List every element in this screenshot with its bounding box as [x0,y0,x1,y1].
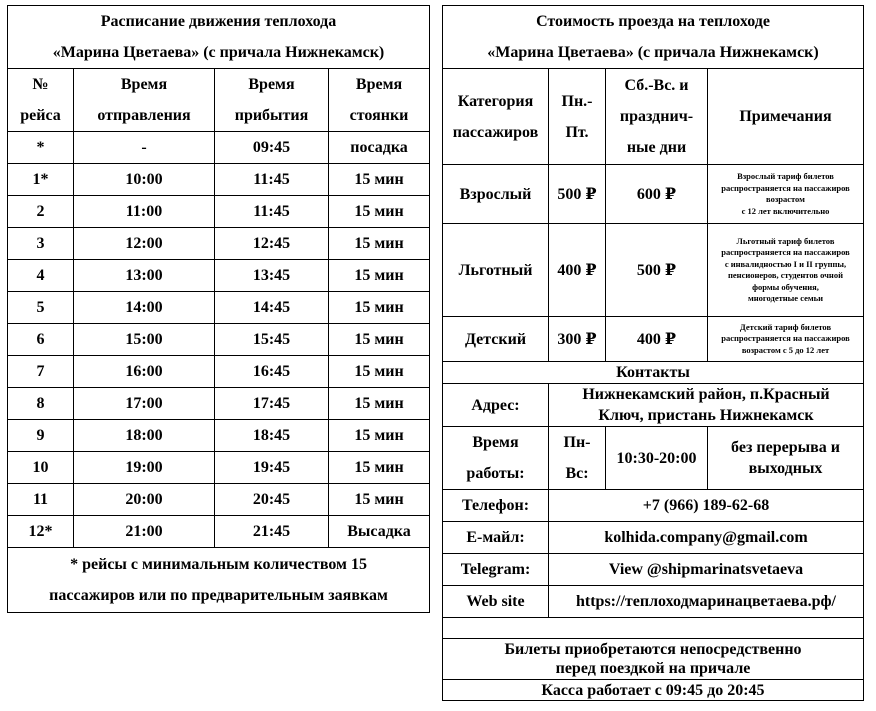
arrival: 09:45 [215,132,329,164]
cashbox-hours: Касса работает с 09:45 до 20:45 [443,680,864,701]
email-label: E-майл: [443,522,549,554]
arrival: 11:45 [215,164,329,196]
trip-number: 6 [8,324,74,356]
trip-number: 8 [8,388,74,420]
departure: 20:00 [74,484,215,516]
stop: 15 мин [329,292,430,324]
fare-note: Взрослый тариф билетов распространяется на пассажиров возрастом с 12 лет включительно [708,165,864,224]
address-label: Адрес: [443,384,549,427]
fare-weekday: 400 ₽ [549,224,606,317]
fare-category: Взрослый [443,165,549,224]
schedule-row [8,452,430,484]
fares-title-line1: Стоимость проезда на теплоходе [443,6,864,38]
schedule-footnote: * рейсы с минимальным количеством 15 пассажиров или по предварительным заявкам [8,548,430,613]
stop: 15 мин [329,260,430,292]
header-category: Категория пассажиров [443,69,549,165]
header-arrival-time: Время прибытия [215,69,329,132]
fares-title-line2: «Марина Цветаева» (с причала Нижнекамск) [443,37,864,69]
departure: 19:00 [74,452,215,484]
fare-note: Детский тариф билетов распространяется на пассажиров возрастом с 5 до 12 лет [708,317,864,362]
trip-number: 12* [8,516,74,548]
arrival: 19:45 [215,452,329,484]
stop: 15 мин [329,484,430,516]
fares-table [442,5,864,701]
spacer-row [443,618,864,639]
trip-number: 3 [8,228,74,260]
website-label: Web site [443,586,549,618]
arrival: 14:45 [215,292,329,324]
trip-number: 9 [8,420,74,452]
schedule-row [8,292,430,324]
fare-row [443,165,864,224]
schedule-table [7,5,430,613]
fare-weekend: 500 ₽ [606,224,708,317]
header-departure-time: Время отправления [74,69,215,132]
fare-weekend: 400 ₽ [606,317,708,362]
header-notes: Примечания [708,69,864,165]
arrival: 16:45 [215,356,329,388]
schedule-title-line2: «Марина Цветаева» (с причала Нижнекамск) [8,37,430,69]
phone-label: Телефон: [443,490,549,522]
fare-category: Детский [443,317,549,362]
fare-weekday: 300 ₽ [549,317,606,362]
stop: 15 мин [329,324,430,356]
trip-number: 7 [8,356,74,388]
stop: посадка [329,132,430,164]
address-value: Нижнекамский район, п.Красный Ключ, пристань Нижнекамск [549,384,864,427]
schedule-row [8,356,430,388]
schedule-row [8,484,430,516]
arrival: 12:45 [215,228,329,260]
arrival: 18:45 [215,420,329,452]
arrival: 17:45 [215,388,329,420]
schedule-row [8,260,430,292]
departure: - [74,132,215,164]
schedule-row [8,228,430,260]
fare-row [443,224,864,317]
hours-days: Пн- Вс: [549,427,606,490]
tickets-info: Билеты приобретаются непосредственно перед поездкой на причале [443,639,864,680]
hours-note: без перерыва и выходных [708,427,864,490]
schedule-title-line1: Расписание движения теплохода [8,6,430,38]
schedule-row [8,420,430,452]
schedule-row [8,196,430,228]
hours-label: Время работы: [443,427,549,490]
stop: Высадка [329,516,430,548]
fare-row [443,317,864,362]
telegram-value[interactable]: View @shipmarinatsvetaeva [549,554,864,586]
hours-time: 10:30-20:00 [606,427,708,490]
departure: 16:00 [74,356,215,388]
arrival: 11:45 [215,196,329,228]
header-weekday: Пн.- Пт. [549,69,606,165]
stop: 15 мин [329,420,430,452]
trip-number: 11 [8,484,74,516]
departure: 21:00 [74,516,215,548]
stop: 15 мин [329,164,430,196]
trip-number: 4 [8,260,74,292]
fare-weekday: 500 ₽ [549,165,606,224]
fare-weekend: 600 ₽ [606,165,708,224]
trip-number: * [8,132,74,164]
departure: 12:00 [74,228,215,260]
trip-number: 10 [8,452,74,484]
stop: 15 мин [329,228,430,260]
header-trip-number: № рейса [8,69,74,132]
arrival: 20:45 [215,484,329,516]
header-stop-time: Время стоянки [329,69,430,132]
contacts-title: Контакты [443,362,864,384]
arrival: 13:45 [215,260,329,292]
fare-note: Льготный тариф билетов распространяется на пассажиров с инвалидностью I и II группы, пенсионеров, студентов очной формы обучения, многодетные семьи [708,224,864,317]
schedule-row [8,516,430,548]
schedule-row [8,132,430,164]
email-value[interactable]: kolhida.company@gmail.com [549,522,864,554]
schedule-row [8,324,430,356]
header-weekend: Сб.-Вс. и празднич- ные дни [606,69,708,165]
arrival: 15:45 [215,324,329,356]
departure: 14:00 [74,292,215,324]
stop: 15 мин [329,452,430,484]
departure: 13:00 [74,260,215,292]
fare-category: Льготный [443,224,549,317]
schedule-row [8,164,430,196]
website-link[interactable]: https://теплоходмаринацветаева.рф/ [549,586,864,618]
arrival: 21:45 [215,516,329,548]
trip-number: 5 [8,292,74,324]
departure: 17:00 [74,388,215,420]
telegram-label: Telegram: [443,554,549,586]
departure: 15:00 [74,324,215,356]
trip-number: 2 [8,196,74,228]
departure: 18:00 [74,420,215,452]
stop: 15 мин [329,196,430,228]
phone-value[interactable]: +7 (966) 189-62-68 [549,490,864,522]
departure: 10:00 [74,164,215,196]
schedule-row [8,388,430,420]
departure: 11:00 [74,196,215,228]
stop: 15 мин [329,356,430,388]
stop: 15 мин [329,388,430,420]
trip-number: 1* [8,164,74,196]
